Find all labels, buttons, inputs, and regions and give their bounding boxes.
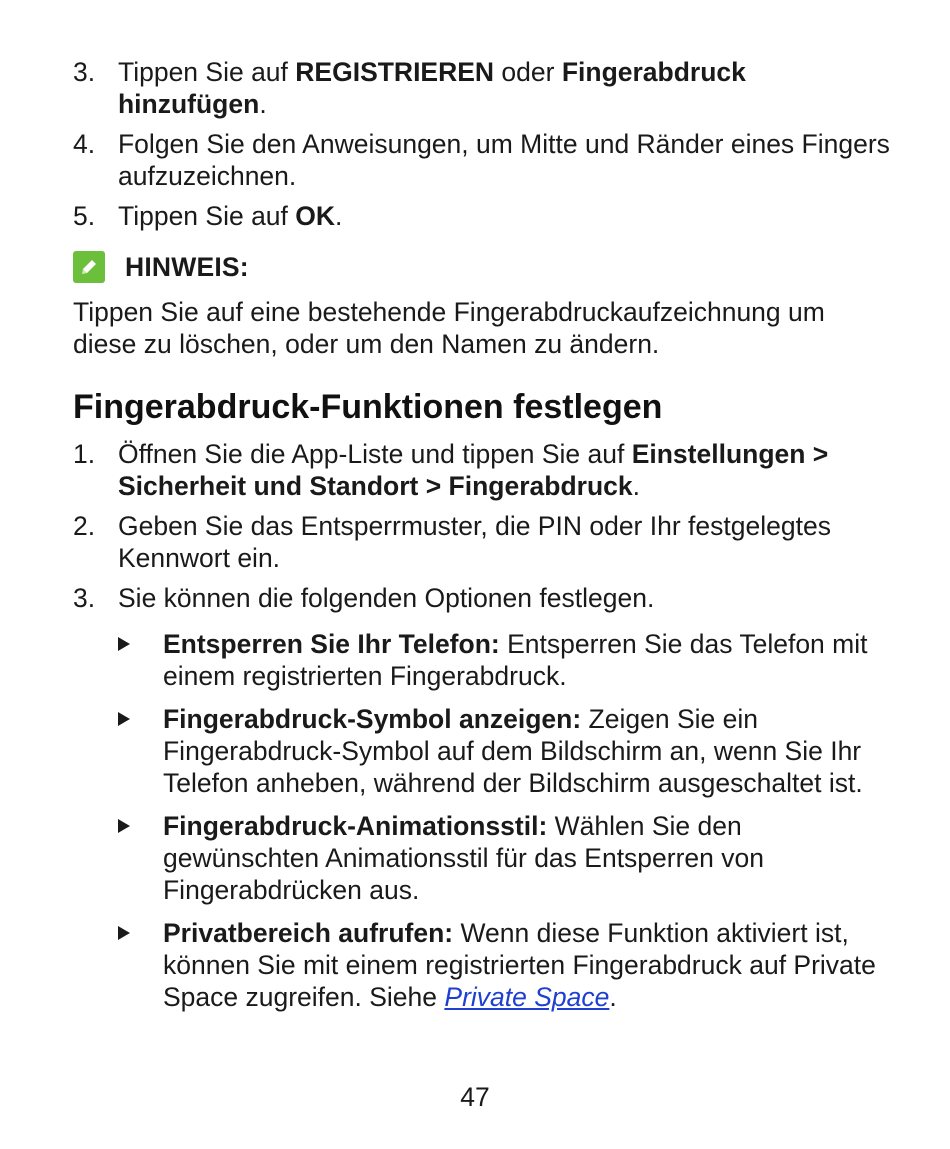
list-item: 5. Tippen Sie auf OK. [73,201,343,231]
option-item: Privatbereich aufrufen: Wenn diese Funktion aktiviert ist, können Sie mit einem registrierten Fingerabdruck auf Private Space zugreifen. Siehe Private Space. [118,917,888,1013]
page-number: 47 [460,1082,490,1112]
list-item: 3. Sie können die folgenden Optionen festlegen. [73,583,655,613]
steps-list [73,438,893,622]
private-space-link[interactable]: Private Space [444,982,610,1012]
list-item: 2. Geben Sie das Entsperrmuster, die PIN oder Ihr festgelegtes Kennwort ein. [73,511,831,573]
option-item: Fingerabdruck-Symbol anzeigen: Zeigen Sie ein Fingerabdruck-Symbol auf dem Bildschirm an, wenn Sie Ihr Telefon anheben, während der Bildschirm ausgeschaltet ist. [118,703,888,799]
note-title: HINWEIS: [125,252,249,282]
triangle-bullet-icon [118,926,130,940]
triangle-bullet-icon [118,637,130,651]
option-item: Fingerabdruck-Animationsstil: Wählen Sie den gewünschten Animationsstil für das Entsperren von Fingerabdrücken aus. [118,810,888,906]
steps-list-top [73,56,893,240]
triangle-bullet-icon [118,712,130,726]
list-item: 1. Öffnen Sie die App-Liste und tippen Sie auf Einstellungen > Sicherheit und Standort > Fingerabdruck. [73,439,829,501]
option-item: Entsperren Sie Ihr Telefon: Entsperren Sie das Telefon mit einem registrierten Fingerabdruck. [118,628,888,692]
pencil-icon [73,251,105,283]
section-heading: Fingerabdruck-Funktionen festlegen [73,388,663,426]
triangle-bullet-icon [118,819,130,833]
note-text: Tippen Sie auf eine bestehende Fingerabdruckaufzeichnung um diese zu löschen, oder um den Namen zu ändern. [73,297,825,359]
list-item: 3. Tippen Sie auf REGISTRIEREN oder Fingerabdruck hinzufügen. [73,57,746,119]
note-header [73,247,249,287]
list-item: 4. Folgen Sie den Anweisungen, um Mitte und Ränder eines Fingers aufzuzeichnen. [73,129,890,191]
options-list [118,628,888,1024]
